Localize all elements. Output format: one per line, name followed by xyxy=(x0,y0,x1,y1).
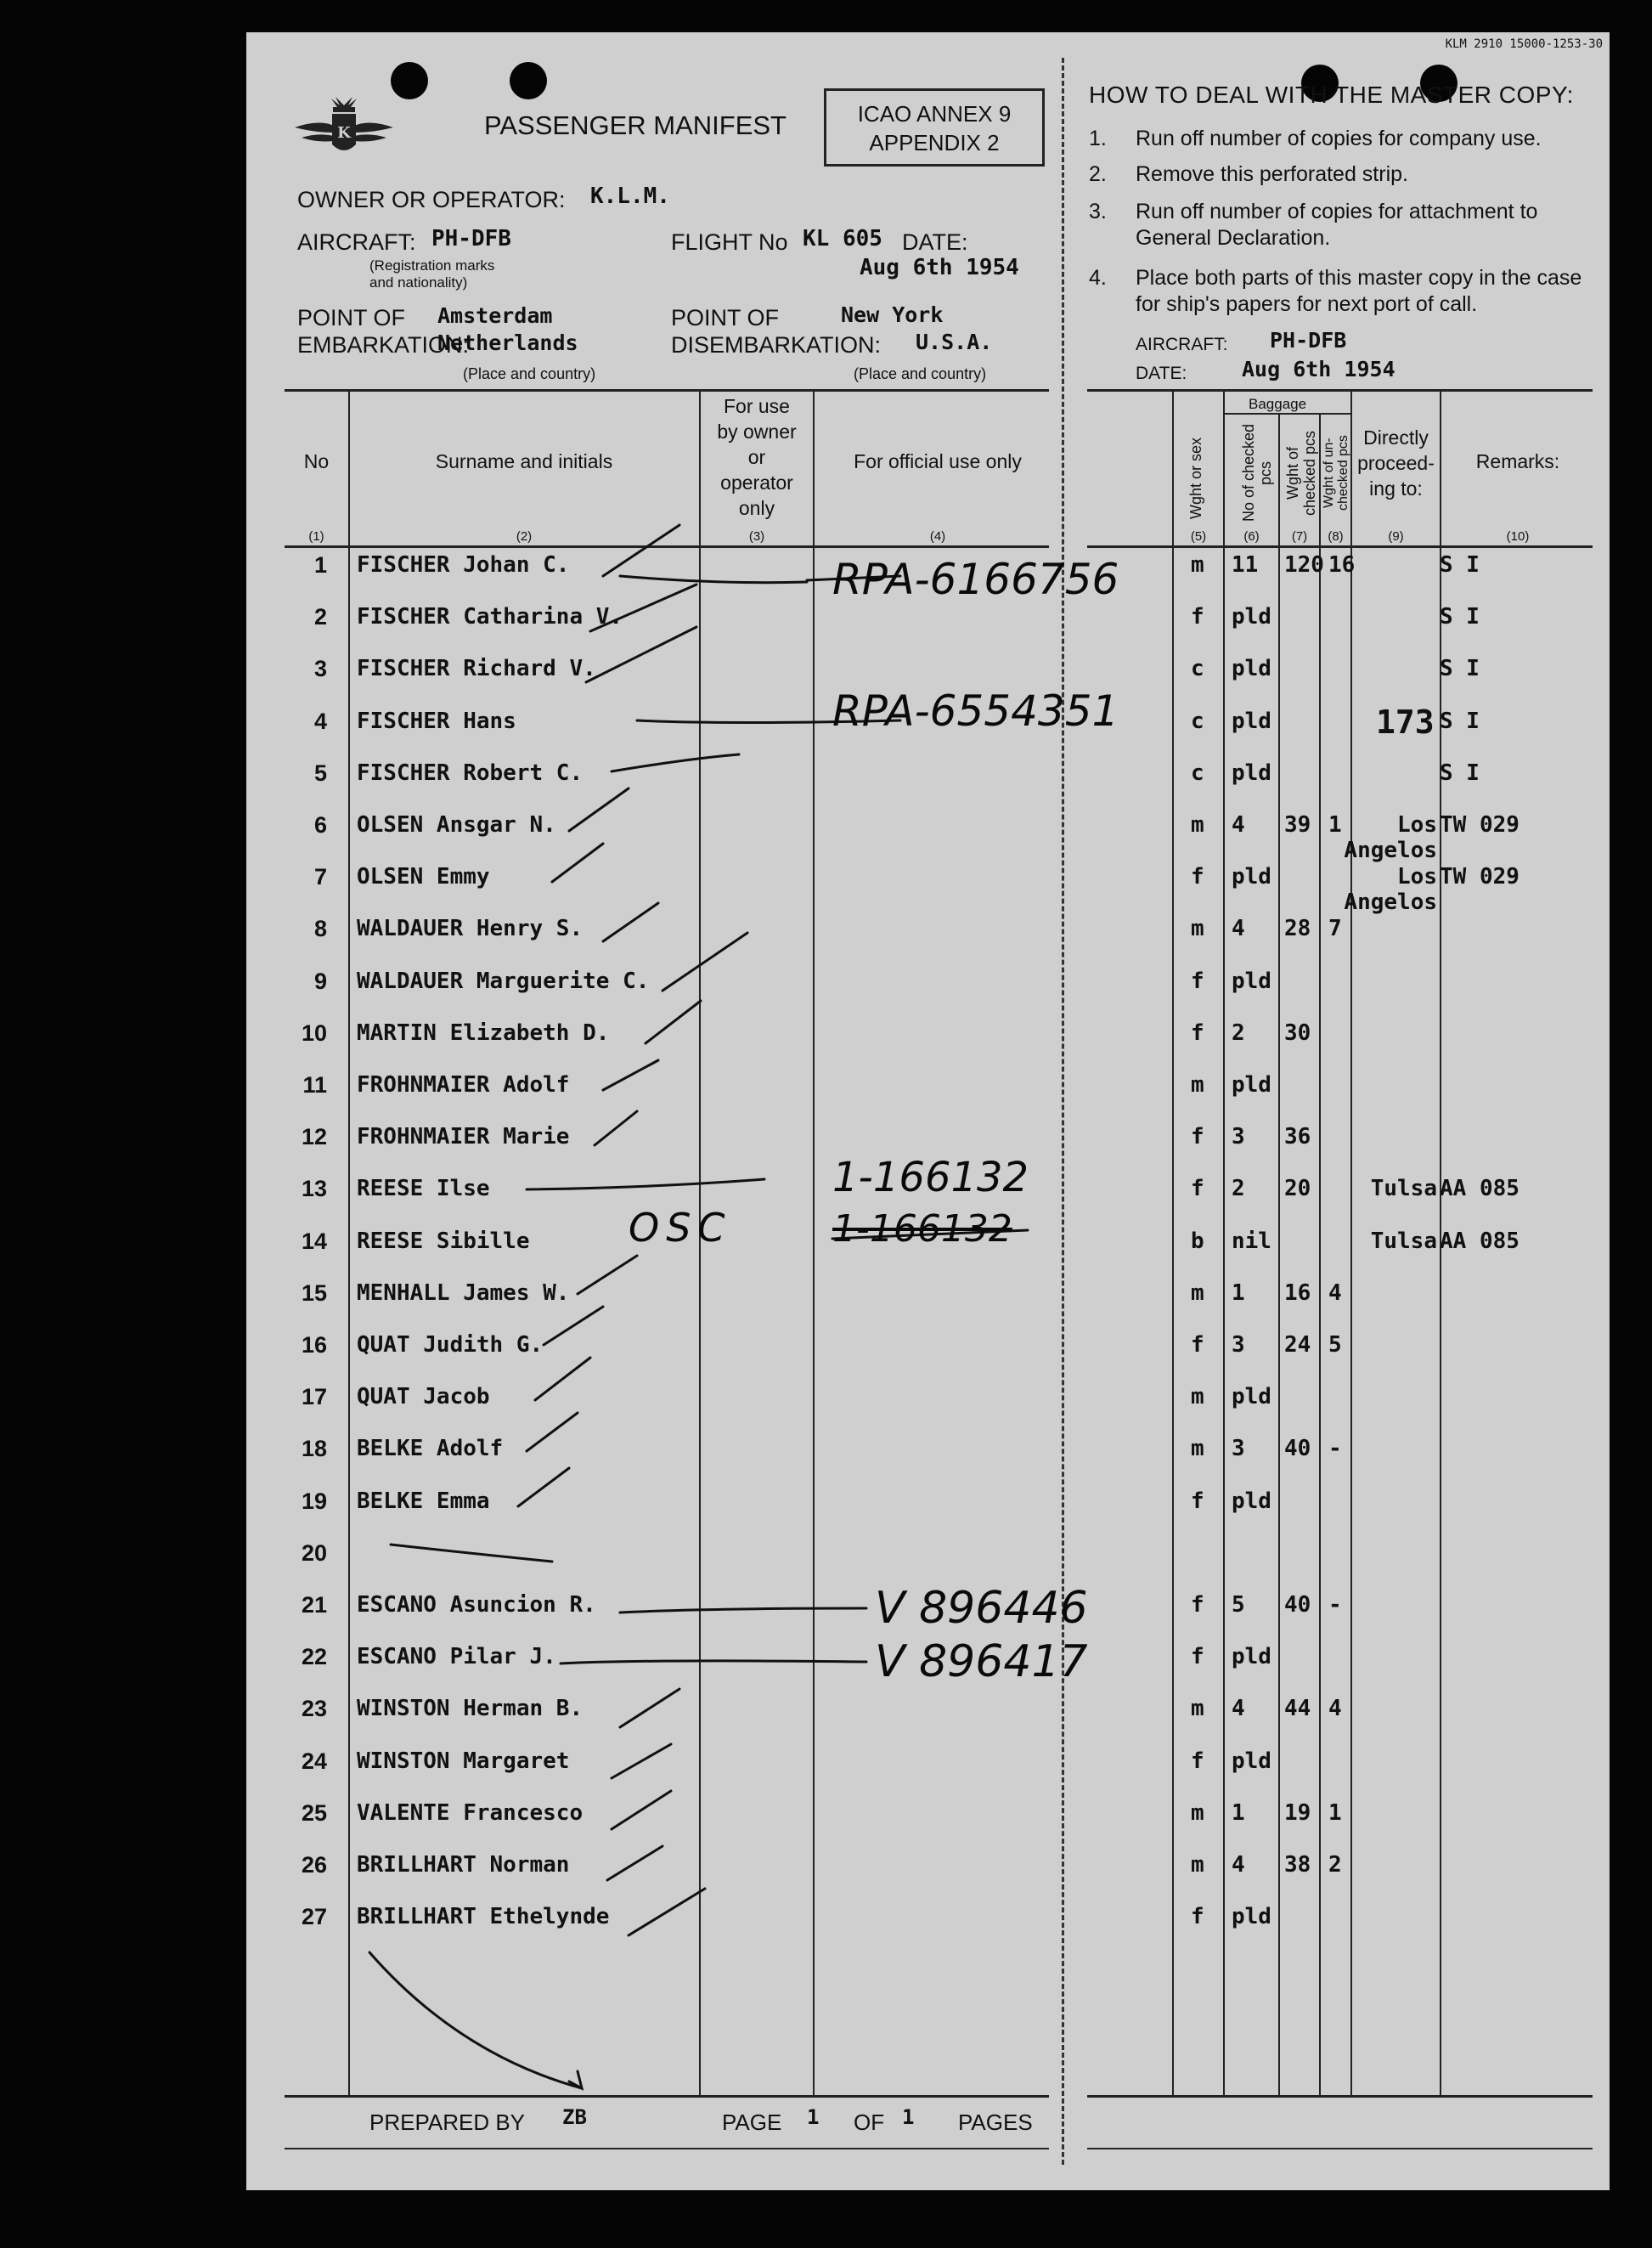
column-header-remarks: Remarks: xyxy=(1475,450,1560,472)
checked-pieces: 3 xyxy=(1232,1124,1245,1150)
weight-or-sex: c xyxy=(1191,760,1204,786)
column-header-no-checked: No of checked pcs xyxy=(1240,423,1274,522)
passenger-name: OLSEN Emmy xyxy=(357,864,490,890)
destination: Los Angelos xyxy=(1344,812,1437,863)
passenger-name: MARTIN Elizabeth D. xyxy=(357,1020,610,1046)
instruction-text: Run off number of copies for company use. xyxy=(1136,127,1542,150)
passenger-name: MENHALL James W. xyxy=(357,1279,570,1306)
passenger-name: WINSTON Herman B. xyxy=(357,1696,584,1722)
row-number: 26 xyxy=(301,1852,327,1878)
weight-or-sex: f xyxy=(1191,968,1204,994)
row-number: 9 xyxy=(313,968,327,994)
row-number: 20 xyxy=(301,1539,327,1566)
unchecked-weight: - xyxy=(1328,1436,1342,1462)
row-number: 10 xyxy=(301,1020,327,1046)
weight-or-sex: f xyxy=(1191,1176,1204,1202)
row-number: 17 xyxy=(301,1384,327,1410)
checked-weight: 39 xyxy=(1284,812,1311,838)
checked-pieces: pld xyxy=(1232,1072,1271,1098)
disembarkation-label-line-1: POINT OF xyxy=(671,305,780,330)
embarkation-city: Amsterdam xyxy=(437,303,553,328)
column-number: (8) xyxy=(1328,529,1344,544)
remarks: S I xyxy=(1440,760,1480,786)
checked-pieces: 4 xyxy=(1232,916,1245,942)
checked-pieces: pld xyxy=(1232,604,1271,630)
column-number: (1) xyxy=(308,529,324,544)
checked-pieces: pld xyxy=(1232,968,1271,994)
icao-line-1: ICAO ANNEX 9 xyxy=(857,101,1012,127)
checked-weight: 19 xyxy=(1284,1799,1311,1826)
weight-or-sex: m xyxy=(1191,1436,1204,1462)
checked-pieces: pld xyxy=(1232,1384,1271,1410)
svg-text:K: K xyxy=(337,124,351,142)
flight-label: FLIGHT No xyxy=(671,229,788,255)
disembarkation-label-line-2: DISEMBARKATION: xyxy=(671,332,882,358)
passenger-name: OLSEN Ansgar N. xyxy=(357,812,556,838)
row-number: 21 xyxy=(301,1592,327,1618)
column-header-owner-use-line: only xyxy=(738,497,775,519)
embarkation-note: (Place and country) xyxy=(463,365,596,382)
row-number: 8 xyxy=(313,916,327,942)
passenger-name: FROHNMAIER Marie xyxy=(357,1124,570,1150)
passenger-name: BELKE Adolf xyxy=(357,1436,504,1462)
owner-value: K.L.M. xyxy=(590,184,670,209)
row-number: 25 xyxy=(301,1799,327,1826)
passenger-name: BRILLHART Ethelynde xyxy=(357,1904,610,1930)
weight-or-sex: m xyxy=(1191,1852,1204,1878)
page-value: 1 xyxy=(807,2105,820,2129)
passenger-name: WALDAUER Marguerite C. xyxy=(357,968,650,994)
column-header-directly-line: proceed- xyxy=(1357,452,1435,474)
unchecked-weight: 7 xyxy=(1328,916,1342,942)
row-number: 6 xyxy=(313,812,327,838)
column-header-baggage: Baggage xyxy=(1249,396,1307,412)
instruction-text: Remove this perforated strip. xyxy=(1136,162,1408,186)
handwritten-id-row-21: V 896446 xyxy=(875,1583,1088,1634)
column-header-weight-sex: Wght or sex xyxy=(1187,437,1204,520)
column-header-directly-line: Directly xyxy=(1363,426,1429,449)
row-number: 14 xyxy=(301,1228,327,1254)
passenger-name: FISCHER Catharina V. xyxy=(357,604,623,630)
prepared-by-value: ZB xyxy=(562,2105,587,2129)
column-number: (10) xyxy=(1506,529,1530,544)
row-number: 13 xyxy=(301,1176,327,1202)
handwritten-marks xyxy=(246,32,1610,2190)
instruction-number: 4. xyxy=(1089,266,1107,290)
weight-or-sex: c xyxy=(1191,708,1204,734)
row-number: 22 xyxy=(301,1644,327,1670)
column-header-no: No xyxy=(303,450,330,472)
passenger-name: ESCANO Pilar J. xyxy=(357,1644,556,1670)
aircraft-label: AIRCRAFT: xyxy=(297,229,416,255)
date-value: Aug 6th 1954 xyxy=(860,255,1019,280)
passenger-name: REESE Ilse xyxy=(357,1176,490,1202)
destination: 173 xyxy=(1376,703,1435,741)
remarks: S I xyxy=(1440,552,1480,578)
owner-label: OWNER OR OPERATOR: xyxy=(297,187,566,212)
passenger-name: QUAT Judith G. xyxy=(357,1332,544,1358)
checked-pieces: 2 xyxy=(1232,1176,1245,1202)
instruction-number: 1. xyxy=(1089,127,1107,150)
weight-or-sex: m xyxy=(1191,1799,1204,1826)
disembarkation-country: U.S.A. xyxy=(916,330,993,354)
column-header-owner-use-line: operator xyxy=(720,472,793,494)
checked-pieces: 4 xyxy=(1232,1852,1245,1878)
weight-or-sex: f xyxy=(1191,1332,1204,1358)
handwritten-id-row-1: RPA-6166756 xyxy=(832,555,1119,604)
remarks: TW 029 xyxy=(1440,864,1520,890)
flight-value: KL 605 xyxy=(803,226,882,251)
weight-or-sex: f xyxy=(1191,1904,1204,1930)
footer-rule xyxy=(285,2148,1049,2149)
instructions-aircraft-label: AIRCRAFT: xyxy=(1136,335,1228,354)
checked-pieces: pld xyxy=(1232,656,1271,682)
checked-weight: 28 xyxy=(1284,916,1311,942)
checked-weight: 44 xyxy=(1284,1696,1311,1722)
checked-weight: 36 xyxy=(1284,1124,1311,1150)
checked-pieces: 5 xyxy=(1232,1592,1245,1618)
instruction-number: 3. xyxy=(1089,200,1107,223)
instructions-aircraft-value: PH-DFB xyxy=(1270,328,1347,353)
column-header-wght-unchecked: Wght of un-checked pcs xyxy=(1322,435,1350,511)
remarks: AA 085 xyxy=(1440,1228,1520,1254)
of-value: 1 xyxy=(902,2105,915,2129)
disembarkation-note: (Place and country) xyxy=(854,365,987,382)
remarks: S I xyxy=(1440,656,1480,682)
embarkation-label-line-2: EMBARKATION: xyxy=(297,332,470,358)
row-number: 15 xyxy=(301,1279,327,1306)
handwritten-osc: OSC xyxy=(629,1205,732,1251)
row-number: 5 xyxy=(313,760,327,786)
column-number: (6) xyxy=(1243,529,1260,544)
passenger-name: WINSTON Margaret xyxy=(357,1748,570,1774)
column-number: (4) xyxy=(929,529,946,544)
manifest-paper xyxy=(246,32,1610,2190)
row-number: 18 xyxy=(301,1436,327,1462)
passenger-name: FISCHER Richard V. xyxy=(357,656,596,682)
struck-out-number: 1-166132 xyxy=(832,1207,1012,1251)
remarks: AA 085 xyxy=(1440,1176,1520,1202)
unchecked-weight: 4 xyxy=(1328,1279,1342,1306)
column-header-owner-use-line: by owner xyxy=(717,421,797,443)
checked-weight: 24 xyxy=(1284,1332,1311,1358)
weight-or-sex: f xyxy=(1191,1020,1204,1046)
checked-pieces: 3 xyxy=(1232,1332,1245,1358)
remarks: S I xyxy=(1440,708,1480,734)
weight-or-sex: b xyxy=(1191,1228,1204,1254)
destination: Tulsa xyxy=(1370,1228,1437,1254)
passenger-name: WALDAUER Henry S. xyxy=(357,916,584,942)
weight-or-sex: m xyxy=(1191,1696,1204,1722)
checked-weight: 40 xyxy=(1284,1436,1311,1462)
embarkation-label-line-1: POINT OF xyxy=(297,305,406,330)
checked-pieces: pld xyxy=(1232,708,1271,734)
embarkation-country: Netherlands xyxy=(437,330,578,355)
weight-or-sex: f xyxy=(1191,604,1204,630)
passenger-name: BRILLHART Norman xyxy=(357,1852,570,1878)
instructions-date-label: DATE: xyxy=(1136,364,1187,383)
row-number: 2 xyxy=(313,604,327,630)
row-number: 7 xyxy=(313,864,327,890)
disembarkation-city: New York xyxy=(841,302,944,327)
row-number: 12 xyxy=(301,1124,327,1150)
checked-weight: 120 xyxy=(1284,552,1324,578)
unchecked-weight: - xyxy=(1328,1592,1342,1618)
date-label: DATE: xyxy=(902,229,968,255)
passenger-name: ESCANO Asuncion R. xyxy=(357,1592,596,1618)
instructions-title: HOW TO DEAL WITH THE MASTER COPY: xyxy=(1089,82,1574,108)
column-header-official: For official use only xyxy=(854,450,1022,472)
checked-pieces: 4 xyxy=(1232,1696,1245,1722)
column-number: (3) xyxy=(748,529,765,544)
checked-weight: 38 xyxy=(1284,1852,1311,1878)
row-number: 16 xyxy=(301,1332,327,1358)
prepared-by-label: PREPARED BY xyxy=(369,2110,526,2135)
destination: Los Angelos xyxy=(1344,864,1437,916)
unchecked-weight: 5 xyxy=(1328,1332,1342,1358)
column-number: (9) xyxy=(1388,529,1404,544)
checked-pieces: 11 xyxy=(1232,552,1259,578)
row-number: 23 xyxy=(301,1696,327,1722)
remarks: TW 029 xyxy=(1440,812,1520,838)
weight-or-sex: f xyxy=(1191,1124,1204,1150)
checked-pieces: pld xyxy=(1232,864,1271,890)
checked-pieces: pld xyxy=(1232,1488,1271,1514)
checked-pieces: pld xyxy=(1232,760,1271,786)
instruction-text: Place both parts of this master copy in the case for ship's papers for next port of call. xyxy=(1136,266,1582,316)
passenger-name: FISCHER Johan C. xyxy=(357,552,570,578)
checked-pieces: 4 xyxy=(1232,812,1245,838)
weight-or-sex: f xyxy=(1191,1748,1204,1774)
page-label: PAGE xyxy=(722,2110,782,2135)
checked-pieces: 3 xyxy=(1232,1436,1245,1462)
checked-pieces: 1 xyxy=(1232,1279,1245,1306)
checked-pieces: 1 xyxy=(1232,1799,1245,1826)
column-header-directly-line: ing to: xyxy=(1369,477,1423,500)
remarks: S I xyxy=(1440,604,1480,630)
instruction-text: Run off number of copies for attachment to General Declaration. xyxy=(1136,200,1538,250)
row-number: 4 xyxy=(313,708,327,734)
unchecked-weight: 2 xyxy=(1328,1852,1342,1878)
column-number: (7) xyxy=(1291,529,1308,544)
weight-or-sex: c xyxy=(1191,656,1204,682)
checked-pieces: pld xyxy=(1232,1748,1271,1774)
weight-or-sex: f xyxy=(1191,1644,1204,1670)
weight-or-sex: m xyxy=(1191,916,1204,942)
weight-or-sex: f xyxy=(1191,1592,1204,1618)
weight-or-sex: f xyxy=(1191,1488,1204,1514)
checked-pieces: pld xyxy=(1232,1904,1271,1930)
weight-or-sex: m xyxy=(1191,1072,1204,1098)
row-number: 11 xyxy=(302,1072,327,1098)
checked-weight: 20 xyxy=(1284,1176,1311,1202)
unchecked-weight: 4 xyxy=(1328,1696,1342,1722)
row-number: 27 xyxy=(301,1904,327,1930)
column-header-wght-checked: Wght of checked pcs xyxy=(1284,430,1318,516)
weight-or-sex: m xyxy=(1191,1279,1204,1306)
registration-note-line-2: and nationality) xyxy=(369,274,468,291)
column-header-owner-use-line: or xyxy=(747,446,766,468)
passenger-name: VALENTE Francesco xyxy=(357,1799,584,1826)
icao-line-2: APPENDIX 2 xyxy=(869,130,1000,155)
instruction-number: 2. xyxy=(1089,162,1107,186)
passenger-name: QUAT Jacob xyxy=(357,1384,490,1410)
passenger-name: FISCHER Robert C. xyxy=(357,760,584,786)
footer-rule-right xyxy=(1087,2148,1593,2149)
row-number: 1 xyxy=(313,552,327,578)
handwritten-id-row-22: V 896417 xyxy=(875,1636,1088,1687)
page-title: PASSENGER MANIFEST xyxy=(484,110,787,140)
row-number: 19 xyxy=(301,1488,327,1514)
handwritten-id-row-13: 1-166132 xyxy=(832,1154,1029,1201)
aircraft-value: PH-DFB xyxy=(431,226,511,251)
weight-or-sex: m xyxy=(1191,552,1204,578)
checked-weight: 16 xyxy=(1284,1279,1311,1306)
registration-note-line-1: (Registration marks xyxy=(369,257,495,274)
checked-pieces: 2 xyxy=(1232,1020,1245,1046)
weight-or-sex: m xyxy=(1191,812,1204,838)
destination: Tulsa xyxy=(1370,1176,1437,1202)
unchecked-weight: 16 xyxy=(1328,552,1356,578)
row-number: 3 xyxy=(313,656,327,682)
checked-pieces: nil xyxy=(1232,1228,1271,1254)
column-number: (5) xyxy=(1190,529,1207,544)
passenger-name: BELKE Emma xyxy=(357,1488,490,1514)
passenger-name: FROHNMAIER Adolf xyxy=(357,1072,570,1098)
passenger-name: REESE Sibille xyxy=(357,1228,530,1254)
column-header-name: Surname and initials xyxy=(435,450,613,472)
pages-label: PAGES xyxy=(958,2110,1033,2135)
row-number: 24 xyxy=(301,1748,327,1774)
column-header-owner-use-line: For use xyxy=(724,395,790,417)
column-number: (2) xyxy=(516,529,533,544)
unchecked-weight: 1 xyxy=(1328,1799,1342,1826)
checked-weight: 40 xyxy=(1284,1592,1311,1618)
weight-or-sex: f xyxy=(1191,864,1204,890)
unchecked-weight: 1 xyxy=(1328,812,1342,838)
instructions-date-value: Aug 6th 1954 xyxy=(1242,357,1395,381)
checked-pieces: pld xyxy=(1232,1644,1271,1670)
weight-or-sex: m xyxy=(1191,1384,1204,1410)
document-code: KLM 2910 15000-1253-30 xyxy=(1445,37,1603,51)
passenger-name: FISCHER Hans xyxy=(357,708,516,734)
checked-weight: 30 xyxy=(1284,1020,1311,1046)
of-label: OF xyxy=(854,2110,885,2135)
handwritten-id-row-4: RPA-6554351 xyxy=(832,686,1119,736)
